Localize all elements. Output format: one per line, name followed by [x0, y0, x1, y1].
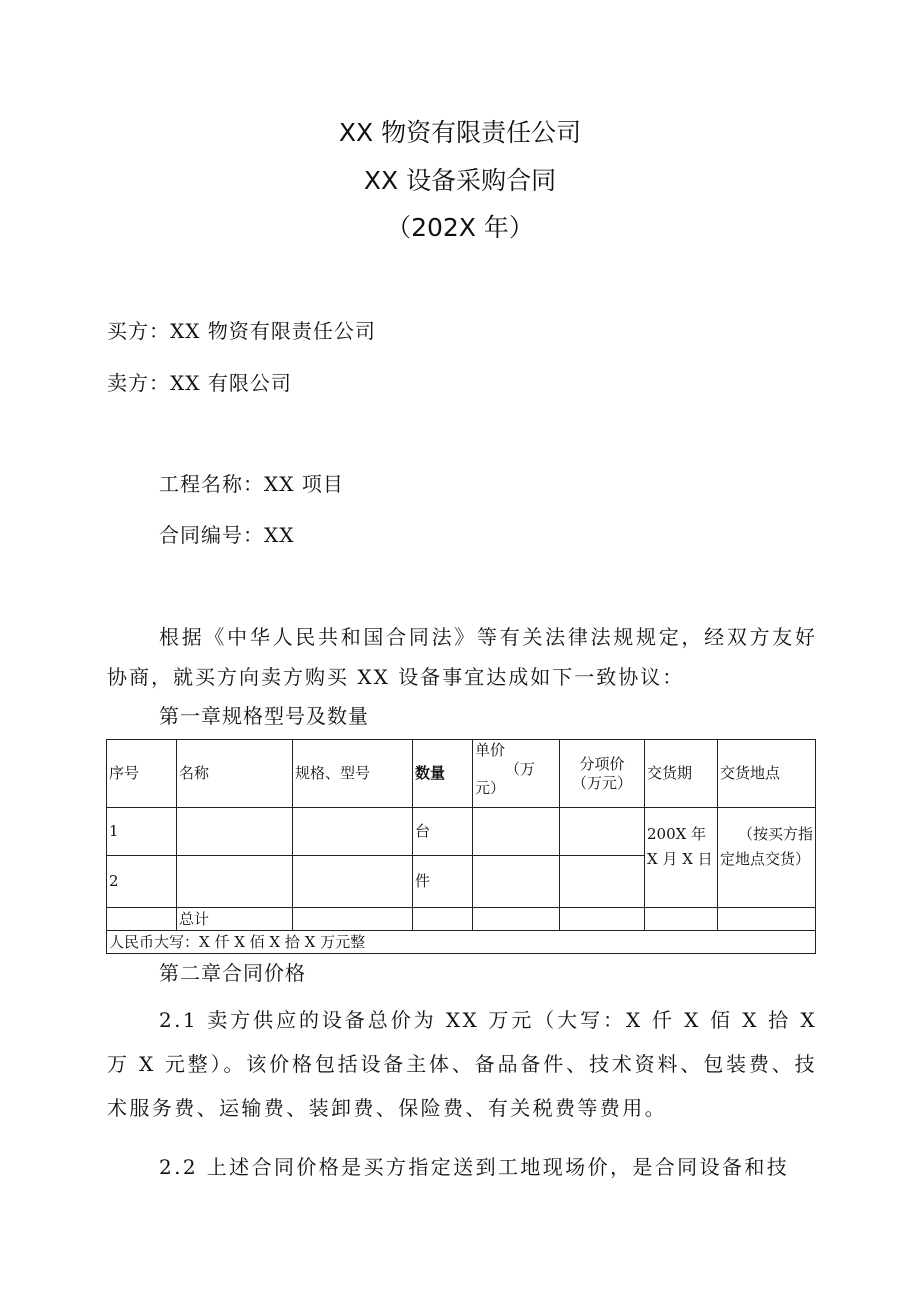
row-1-spec: [293, 808, 413, 856]
row-2-unit-price: [473, 856, 560, 908]
row-1-name: [177, 808, 293, 856]
total-delivery-place: [718, 908, 816, 931]
spec-table: [106, 739, 816, 954]
table-rmb-row: [107, 931, 816, 954]
row-2-unit: 件: [413, 856, 473, 908]
header-unit-price-line3: 元）: [475, 779, 506, 797]
row-1-unit-price: [473, 808, 560, 856]
header-delivery-place: 交货地点: [718, 740, 816, 808]
header-unit-price-line1: 单价: [475, 741, 506, 759]
header-qty: 数量: [413, 740, 473, 808]
header-spec: 规格、型号: [293, 740, 413, 808]
chapter-2-heading: 第二章合同价格: [159, 961, 306, 985]
chapter-1-heading: 第一章规格型号及数量: [159, 704, 369, 728]
total-seq: [107, 908, 177, 931]
contract-year: （202X 年）: [386, 213, 534, 242]
total-label: 总计: [177, 908, 293, 931]
intro-paragraph: 根据《中华人民共和国合同法》等有关法律法规规定，经双方友好协商，就买方向卖方购买 XX 设备事宜达成如下一致协议：: [107, 625, 817, 689]
header-seq: 序号: [107, 740, 177, 808]
seller-line: 卖方：XX 有限公司: [107, 371, 292, 395]
header-subtotal: [560, 740, 645, 808]
total-spec: [293, 908, 413, 931]
total-subtotal: [560, 908, 645, 931]
header-name: 名称: [177, 740, 293, 808]
header-unit-price-line2: （万: [505, 760, 536, 778]
row-2-spec: [293, 856, 413, 908]
row-1-subtotal: [560, 808, 645, 856]
header-unit-price: [473, 740, 560, 808]
total-unit-price: [473, 908, 560, 931]
header-subtotal-line1: 分项价: [579, 754, 625, 773]
row-2-seq: 2: [107, 856, 177, 908]
row-2-name: [177, 856, 293, 908]
contract-title: XX 设备采购合同: [363, 166, 557, 195]
row-1-unit: 台: [413, 808, 473, 856]
row-2-subtotal: [560, 856, 645, 908]
project-name: 工程名称：XX 项目: [159, 472, 344, 496]
table-total-row: [107, 908, 816, 931]
delivery-place-cell: （按买方指定地点交货）: [718, 808, 816, 908]
table-header-row: [107, 740, 816, 808]
buyer-line: 买方：XX 物资有限责任公司: [107, 319, 376, 343]
total-qty: [413, 908, 473, 931]
delivery-date-cell: 200X 年 X 月 X 日: [645, 808, 718, 908]
total-delivery-date: [645, 908, 718, 931]
header-delivery-date: 交货期: [645, 740, 718, 808]
clause-2-1: 2.1 卖方供应的设备总价为 XX 万元（大写：X 仟 X 佰 X 拾 X 万 X 元整）。该价格包括设备主体、备品备件、技术资料、包装费、技术服务费、运输费、装卸费、保险费、有关税费等费用。: [107, 1008, 817, 1120]
row-1-seq: 1: [107, 808, 177, 856]
contract-number: 合同编号：XX: [159, 523, 295, 547]
rmb-words-cell: 人民币大写：X 仟 X 佰 X 拾 X 万元整: [107, 931, 816, 954]
clause-2-2: 2.2 上述合同价格是买方指定送到工地现场价，是合同设备和技: [159, 1155, 790, 1179]
table-row: [107, 808, 816, 856]
company-title: XX 物资有限责任公司: [338, 118, 582, 147]
header-subtotal-line2: （万元）: [571, 773, 632, 792]
